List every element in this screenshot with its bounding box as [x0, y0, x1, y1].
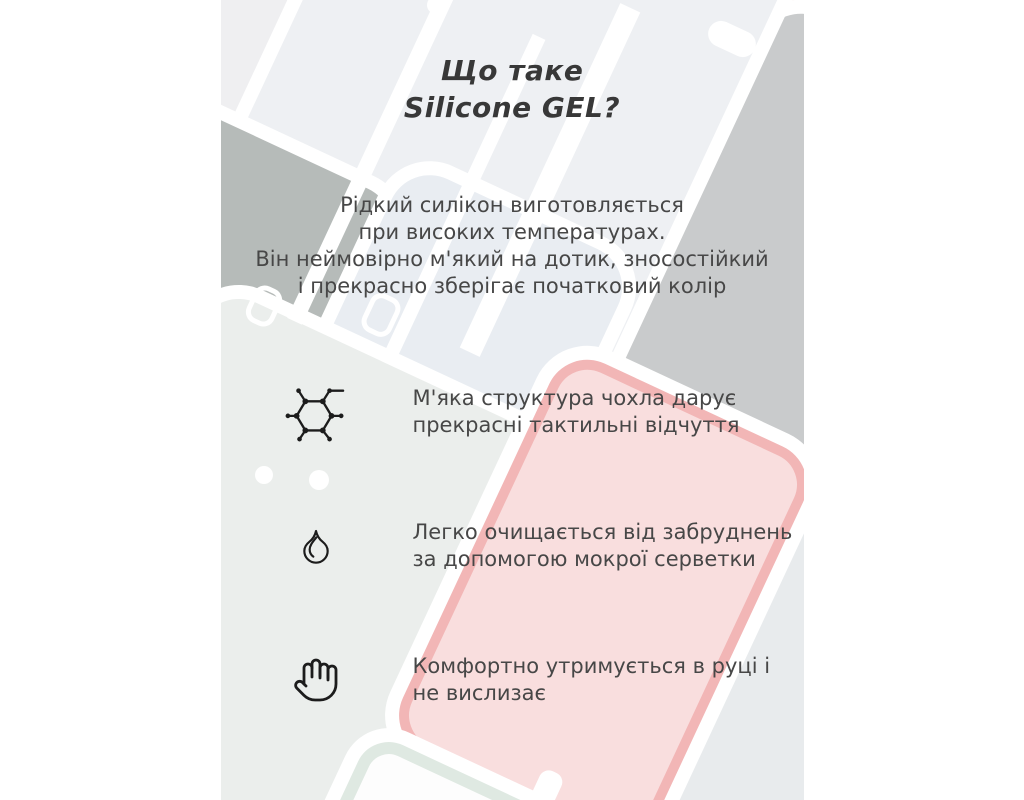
feature-line: Комфортно утримується в руці і	[412, 654, 771, 678]
molecule-icon	[283, 379, 349, 445]
feature-line: М'яка структура чохла дарує	[412, 386, 737, 410]
title-line-2: Silicone GEL?	[403, 91, 621, 124]
feature-row-soft-structure	[283, 376, 804, 448]
page-title	[221, 52, 804, 126]
feature-row-easy-clean	[283, 510, 804, 582]
feature-line: Легко очищається від забруднень	[412, 520, 793, 544]
droplet-icon	[283, 513, 349, 579]
intro-line: і прекрасно зберігає початковий колір	[297, 274, 727, 298]
intro-text	[221, 192, 804, 300]
infographic-canvas	[221, 0, 804, 800]
feature-line: прекрасні тактильні відчуття	[412, 413, 740, 437]
intro-line: при високих температурах.	[358, 220, 666, 244]
feature-text	[413, 519, 793, 573]
feature-line: за допомогою мокрої серветки	[412, 547, 756, 571]
feature-text	[413, 653, 771, 707]
content-layer	[221, 0, 804, 800]
feature-text	[413, 385, 740, 439]
intro-line: Рідкий силікон виготовляється	[340, 193, 684, 217]
feature-row-good-grip	[283, 644, 804, 716]
title-line-1: Що таке	[440, 54, 584, 87]
feature-line: не вислизає	[412, 681, 547, 705]
hand-icon	[283, 647, 349, 713]
intro-line: Він неймовірно м'який на дотик, зносостійкий	[255, 247, 769, 271]
